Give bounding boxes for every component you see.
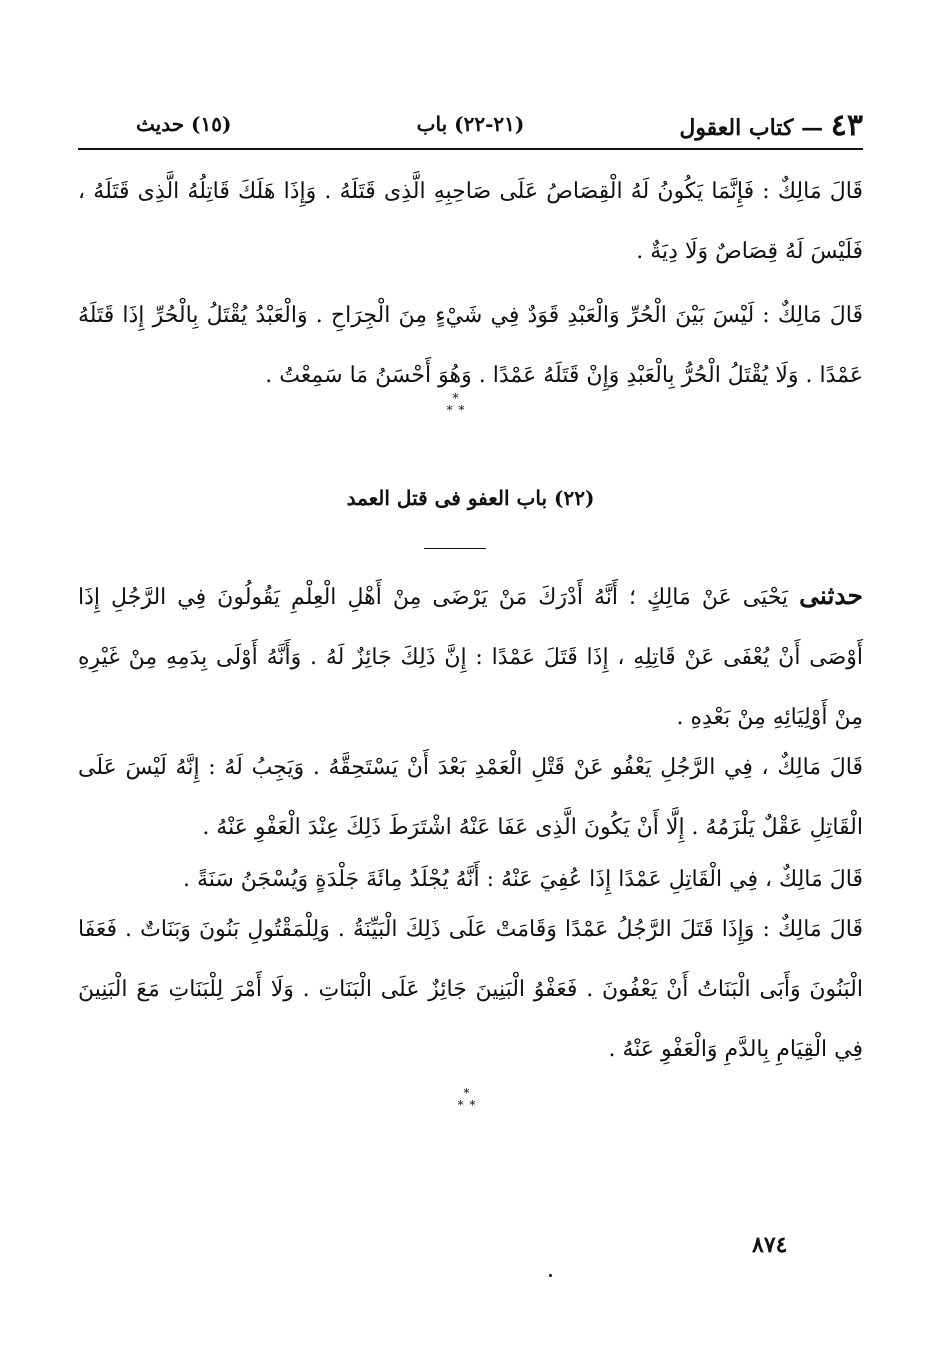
section-separator-stars: * * * xyxy=(446,391,466,417)
running-header xyxy=(78,108,863,142)
page-number: ٨٧٤ xyxy=(752,1232,788,1258)
paragraph-yahya-narration xyxy=(78,566,863,748)
header-book-title xyxy=(679,108,863,143)
paragraph-malik-lashes: قَالَ مَالِكٌ ، فِي الْقَاتِلِ عَمْدًا إِذَا عُفِيَ عَنْهُ : أَنَّهُ يُجْلَدُ مِائَةَ جَلْدَةٍ وَيُسْجَنُ سَنَةً . xyxy=(182,867,863,892)
paragraph-lead-word: حدثنى xyxy=(799,581,863,610)
paragraph-malik-sons-daughters: قَالَ مَالِكٌ : وَإِذَا قَتَلَ الرَّجُلُ عَمْدًا وَقَامَتْ عَلَى ذَلِكَ الْبَيِّنَةُ . وَلِلْمَقْتُولِ بَنُونَ وَبَنَاتٌ . فَعَفَا الْبَنُونَ وَأَبَى الْبَنَاتُ أَنْ يَعْفُونَ . فَعَفْوُ الْبَنِينَ جَائِزٌ عَلَى الْبَنَاتِ . وَلَا أَمْرَ لِلْبَنَاتِ مَعَ الْبَنِينَ فِي الْقِيَامِ بِالدَّمِ وَالْعَفْوِ عَنْهُ . xyxy=(78,917,863,1062)
paragraph-malik-forgiveness: قَالَ مَالِكٌ ، فِي الرَّجُلِ يَعْفُو عَنْ قَتْلِ الْعَمْدِ بَعْدَ أَنْ يَسْتَحِقَّهُ . وَيَجِبُ لَهُ : إِنَّهُ لَيْسَ عَلَى الْقَاتِلِ عَقْلٌ يَلْزَمُهُ . إِلَّا أَنْ يَكُونَ الَّذِى عَفَا عَنْهُ اشْتَرَطَ ذَلِكَ عِنْدَ الْعَفْوِ عَنْهُ . xyxy=(78,755,863,840)
end-separator-stars: * * * xyxy=(457,1086,477,1112)
paragraph-malik-free-slave: قَالَ مَالِكٌ : لَيْسَ بَيْنَ الْحُرِّ وَالْعَبْدِ قَوَدٌ فِي شَيْءٍ مِنَ الْجِرَاحِ . وَالْعَبْدُ يُقْتَلُ بِالْحُرِّ إِذَا قَتَلَهُ عَمْدًا . وَلَا يُقْتَلُ الْحُرُّ بِالْعَبْدِ وَإِنْ قَتَلَهُ عَمْدًا . وَهُوَ أَحْسَنُ مَا سَمِعْتُ . xyxy=(78,303,863,388)
header-book-name: — كتاب العقول xyxy=(679,115,824,141)
print-dot xyxy=(549,1274,552,1277)
header-rule xyxy=(78,148,863,150)
chapter-title: (٢٢) باب العفو فى قتل العمد xyxy=(346,486,595,510)
paragraph-malik-qisas: قَالَ مَالِكٌ : فَإِنَّمَا يَكُونُ لَهُ الْقِصَاصُ عَلَى صَاحِبِهِ الَّذِى قَتَلَهُ . وَإِذَا هَلَكَ قَاتِلُهُ الَّذِى قَتَلَهُ ، فَلَيْسَ لَهُ قِصَاصٌ وَلَا دِيَةٌ . xyxy=(78,179,863,264)
chapter-title-rule xyxy=(424,548,486,549)
header-hadith-number: (١٥) حديث xyxy=(136,112,232,136)
header-chapter-range: (٢١-٢٢) باب xyxy=(416,112,525,136)
paragraph-yahya-text: يَحْيَى عَنْ مَالِكٍ ؛ أَنَّهُ أَدْرَكَ مَنْ يَرْضَى مِنْ أَهْلِ الْعِلْمِ يَقُولُونَ فِي الرَّجُلِ إِذَا أَوْصَى أَنْ يُعْفَى عَنْ قَاتِلِهِ ، إِذَا قَتَلَ عَمْدًا : إِنَّ ذَلِكَ جَائِزٌ لَهُ . وَأَنَّهُ أَوْلَى بِدَمِهِ مِنْ غَيْرِهِ مِنْ أَوْلِيَائِهِ مِنْ بَعْدِهِ . xyxy=(78,585,863,730)
header-book-number: ٤٣ xyxy=(830,108,863,143)
